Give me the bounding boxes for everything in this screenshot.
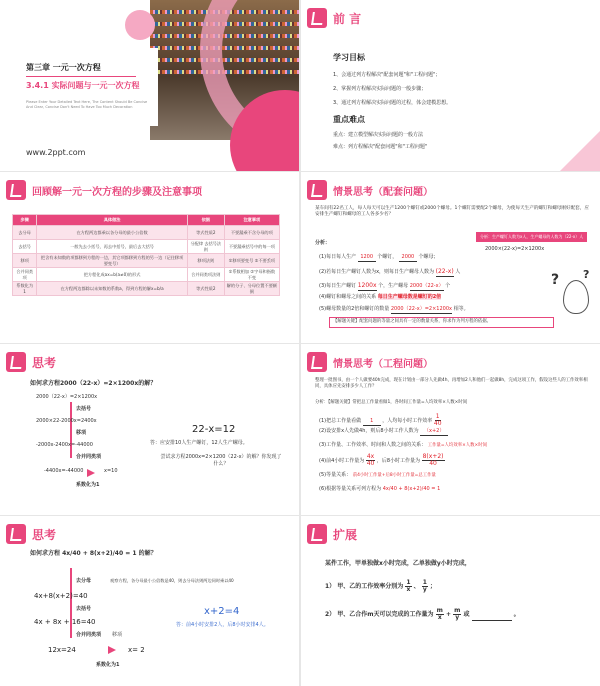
table-cell: 去分母: [13, 226, 37, 240]
text: (4)前4小时工作量为: [319, 458, 365, 464]
analysis-line-1: [319, 414, 442, 427]
step-1: 2000×22-2000x=2400x: [36, 418, 97, 424]
step-2: 4x + 8x + 16=40: [34, 618, 96, 626]
text: 或: [463, 611, 470, 618]
problem-text: 整理一批图书，由一个人做要40h完成，现在计划由一部分人先做4h，再增加2人和他们一起做8h，完成这项工作，假设这些人的工作效率相同，具体应先安排多少人工作？: [315, 378, 588, 389]
step-label: 移项: [76, 430, 87, 436]
text: ，人均每小时工作效率: [382, 418, 433, 424]
slide-extension[interactable]: [301, 516, 600, 686]
analysis-line-4: [319, 454, 445, 467]
step-label: 去括号: [76, 406, 92, 412]
slide-matching-problem[interactable]: [301, 172, 600, 343]
goal-3: 3、通过列方程解决实际问题的过程，体会建模思想。: [333, 100, 452, 106]
table-header: 注意事项: [224, 215, 279, 226]
step-label: 去括号: [76, 606, 92, 612]
decor-triangle: [560, 131, 600, 171]
question-1: [325, 580, 436, 593]
step-label: 去分母: [76, 578, 92, 584]
analysis-line-2: [319, 268, 460, 277]
fraction: $\frac{1}{y}$: [422, 579, 427, 593]
table-cell: 移项: [13, 254, 37, 268]
table-row: [13, 254, 280, 268]
table-cell: 移项法则: [187, 254, 224, 268]
question-mark-icon: ?: [583, 268, 590, 281]
equation-text: 4x/40 + 8(x+2)/40 = 1: [382, 486, 441, 492]
step-3: -4400x=-44000: [44, 468, 84, 474]
table-row: [13, 282, 280, 296]
analysis-line-6: [319, 486, 440, 493]
text: 个: [445, 283, 451, 289]
slide-header: [6, 352, 56, 372]
text: 。: [513, 611, 520, 618]
step-4: x=10: [104, 468, 118, 474]
text: 、: [413, 583, 420, 590]
question-mark-icon: ?: [551, 272, 560, 288]
analysis-line-3: [319, 282, 450, 291]
table-cell: 去括号: [13, 240, 37, 254]
table-cell: 合并同类项法则: [187, 268, 224, 282]
blank-2000: 2000: [399, 254, 417, 262]
slide-header: [6, 524, 56, 544]
equation-top: 2000×(22-x)=2×1200x: [485, 246, 545, 252]
relation-text: 工作量=人均效率×人数×时间: [427, 443, 488, 448]
fraction: $\frac{1}{x}$: [406, 579, 411, 593]
step-1: 4x+8(x+2)=40: [34, 592, 88, 600]
analysis-label: 分析：: [315, 240, 331, 246]
step-4: x= 2: [128, 646, 145, 654]
english-subtitle: Please Enter Your Detailed Text Here, The Content Should Be Concise And Clear, Concise Don't Need To Have Too Much Decoration: [26, 100, 148, 109]
blank-1200: 1200: [358, 254, 376, 262]
goal-1: 1、会通过列方程解决"配套问题"和"工程问题"；: [333, 72, 441, 78]
table-cell: 一般先去小括号，再去中括号，最后去大括号: [37, 240, 188, 254]
answer-blank: [472, 609, 512, 621]
step-note: 移项: [112, 632, 123, 638]
text: (2)设安排x人先做4h，则后8小时工作人数为: [319, 428, 419, 434]
text: (3)每日生产螺钉: [319, 283, 357, 289]
text: 人: [455, 269, 461, 275]
pencil-icon: [6, 524, 26, 544]
table-cell: ①系数相加 ②字母和指数不变: [224, 268, 279, 282]
fraction: $\frac{1}{40}$: [433, 413, 442, 427]
pencil-icon: [6, 352, 26, 372]
slide-heading: 思考: [32, 355, 57, 370]
analysis-line-5: [319, 472, 436, 479]
fraction: $\frac{m}{x}$: [436, 607, 443, 621]
analysis-line-4: [319, 294, 441, 301]
answer-equation: x+2=4: [204, 606, 240, 617]
title-card: [18, 48, 158, 126]
slide-header: [307, 8, 361, 28]
slide-header: [307, 524, 357, 544]
equation-bottom: 2000（22-x）=2×1200x: [390, 306, 452, 312]
text: (4)螺钉和螺母之间的关系: [319, 294, 377, 300]
table-cell: 在方程两边都除以未知数的系数a，得到方程的解x=b/a: [37, 282, 188, 296]
table-cell: 合并同类项: [13, 268, 37, 282]
relation-text: 前4小时工作量+后8小时工作量=总工作量: [352, 473, 436, 478]
fraction: $\frac{8(x+2)}{40}$: [422, 453, 444, 467]
decor-dot: [125, 10, 155, 40]
difficult-point: 难点：列方程解决"配套问题"和"工程问题": [333, 144, 428, 150]
analysis-line-2: [319, 428, 448, 436]
text: 1） 甲、乙的工作效率分别为: [325, 583, 404, 590]
analysis-line-3: [319, 442, 487, 449]
site-url: www.2ppt.com: [26, 148, 86, 157]
question-text: 如何求方程2000（22-x）=2×1200x的解？: [30, 380, 157, 387]
table-row: [13, 240, 280, 254]
try-text: 尝试求方程2000x=2×1200（22-x）的解？你发现了什么？: [160, 454, 282, 467]
key-title: 重点难点: [333, 115, 365, 124]
slide-review-steps[interactable]: [0, 172, 299, 343]
text: 个，生产螺母: [378, 283, 409, 289]
table-cell: 等式性质2: [187, 226, 224, 240]
step-label: 合并同类项: [76, 632, 102, 638]
intro-text: 某件工作，甲单独做x小时完成，乙单独做y小时完成，: [325, 560, 471, 567]
slide-header: [6, 180, 202, 200]
text: 个螺钉，: [377, 254, 398, 260]
steps-table: [12, 214, 280, 296]
step-label: 系数化为1: [76, 482, 100, 488]
table-cell: 把方程化成ax=b(a≠0)的形式: [37, 268, 188, 282]
pencil-icon: [307, 180, 327, 200]
table-cell: 把含有未知数的项都移到方程的一边，其它项都移到方程的另一边（记住移项要变号）: [37, 254, 188, 268]
table-header: 步骤: [13, 215, 37, 226]
answer-text: 答：前4小时安排2人，后8小时安排4人。: [176, 622, 269, 628]
flow-line: [70, 402, 72, 458]
step-note: 观察方程，各分母最小公倍数是40，则去分母法则两边同时乘以40: [110, 578, 234, 583]
blank-1: 1: [363, 418, 381, 426]
table-cell: 系数化为1: [13, 282, 37, 296]
text: (1)每日每人生产: [319, 254, 357, 260]
step-label: 合并同类项: [76, 454, 102, 460]
slide-heading: 回顾解一元一次方程的步骤及注意事项: [32, 186, 202, 198]
table-cell: ①移项要变号 ②不要丢项: [224, 254, 279, 268]
table-cell: 分配律 去括号法则: [187, 240, 224, 254]
slide-work-problem[interactable]: [301, 344, 600, 515]
blank-1200x: 1200x: [358, 282, 377, 291]
chapter-title: 第三章 一元一次方程: [26, 63, 101, 72]
text: 个螺母；: [418, 254, 439, 260]
slide-heading: 前 言: [333, 11, 362, 26]
slide-heading: 思考: [32, 527, 57, 542]
arrow-right-icon: [87, 469, 95, 477]
analysis-text: 分析：【解题关键】常把总工作量看做1，各时间工作量=人均效率×人数×时间: [315, 400, 468, 405]
slide-heading: 情景思考（工程问题）: [333, 358, 433, 370]
step-0: 2000（22-x）=2×1200x: [36, 394, 98, 400]
answer-text: 答：应安排10人生产螺钉，12人生产螺母。: [150, 440, 248, 446]
blank-x-plus-2: （x+2）: [420, 428, 448, 436]
blank-2000-22-x: 2000（22-x）: [409, 283, 444, 289]
fraction: $\frac{m}{y}$: [454, 607, 461, 621]
text: 相等。: [453, 306, 469, 312]
slide-title[interactable]: [0, 0, 299, 171]
text: ，后8小时工作量为: [376, 458, 421, 464]
text: (2)若每日生产螺钉人数为x，则每日生产螺母人数为: [319, 269, 435, 275]
key-point: 重点：建立模型解决实际问题的一般方法: [333, 132, 424, 138]
step-3: 12x=24: [48, 646, 76, 654]
step-label: 系数化为1: [96, 662, 120, 668]
text: (6)根据等量关系可列方程为: [319, 486, 382, 492]
question-2: 2） 甲、乙合作m天可以完成的工作量为 $\frac{m}{x}$ + $\frac{m}{y}$ 或 。: [325, 607, 520, 621]
text: (5)等量关系：: [319, 472, 352, 478]
table-cell: 解的分子、分母位置不要颠倒: [224, 282, 279, 296]
slide-think-1[interactable]: [0, 344, 299, 515]
slide-header: [307, 180, 433, 200]
analysis-line-1: [319, 254, 439, 262]
pencil-icon: [307, 8, 327, 28]
section-title: 3.4.1 实际问题与一元一次方程: [26, 81, 140, 90]
pencil-icon: [307, 524, 327, 544]
analysis-line-5: [319, 306, 469, 314]
slide-preface[interactable]: [301, 0, 600, 171]
pencil-icon: [307, 352, 327, 372]
slide-header: [307, 352, 433, 372]
table-header: 依据: [187, 215, 224, 226]
slide-heading: 情景思考（配套问题）: [333, 186, 433, 198]
text: (5)螺母数量的2倍和螺钉的数量: [319, 306, 390, 312]
table-cell: 等式性质2: [187, 282, 224, 296]
table-row: [13, 268, 280, 282]
method-text: 【解题关键】配套问题的等量之间具有一定的数量关系，你求作为列方程的依据。: [333, 319, 492, 324]
slide-think-2[interactable]: [0, 516, 299, 686]
slide-heading: 扩展: [333, 527, 358, 542]
blank-22-x: (22-x): [436, 268, 454, 277]
table-cell: 不要漏乘不含分母的项: [224, 226, 279, 240]
goal-2: 2、掌握列方程解决实际问题的一般步骤；: [333, 86, 427, 92]
table-cell: 在方程两边都乘以各分母的最小公倍数: [37, 226, 188, 240]
text: 2） 甲、乙合作m天可以完成的工作量为: [325, 611, 434, 618]
goals-title: 学习目标: [333, 53, 365, 62]
fraction: $\frac{4x}{40}$: [366, 453, 375, 467]
text: ；: [430, 583, 437, 590]
pencil-icon: [6, 180, 26, 200]
table-row: [13, 226, 280, 240]
question-text: 如何求方程 4x/40 + 8(x+2)/40 = 1 的解？: [30, 550, 157, 557]
table-cell: 不要漏乘括号中的每一项: [224, 240, 279, 254]
title-divider: [26, 76, 136, 77]
step-2: -2000x-2400x=-44000: [36, 442, 93, 448]
hint-box: 分析：生产螺钉人数为x人，生产螺母的人数为（22-x）人: [476, 232, 587, 242]
text: (1)把总工作量看做: [319, 418, 362, 424]
problem-text: 某车间有22名工人，每人每天可以生产1200个螺钉或2000个螺母。1个螺钉需要配2个螺母，为使每天生产的螺钉和螺母刚好配套，应安排生产螺钉和螺母的工人各多少名？: [315, 206, 589, 218]
text: (3)工作量、工作效率、时间和人数之间的关系：: [319, 442, 427, 448]
egg-mascot: [563, 280, 589, 314]
arrow-right-icon: [108, 646, 116, 654]
relation-box: 每日生产螺母数是螺钉的2倍: [377, 294, 442, 300]
table-header: 具体做法: [37, 215, 188, 226]
flow-line: [70, 568, 72, 638]
answer-equation: 22-x=12: [192, 424, 236, 435]
